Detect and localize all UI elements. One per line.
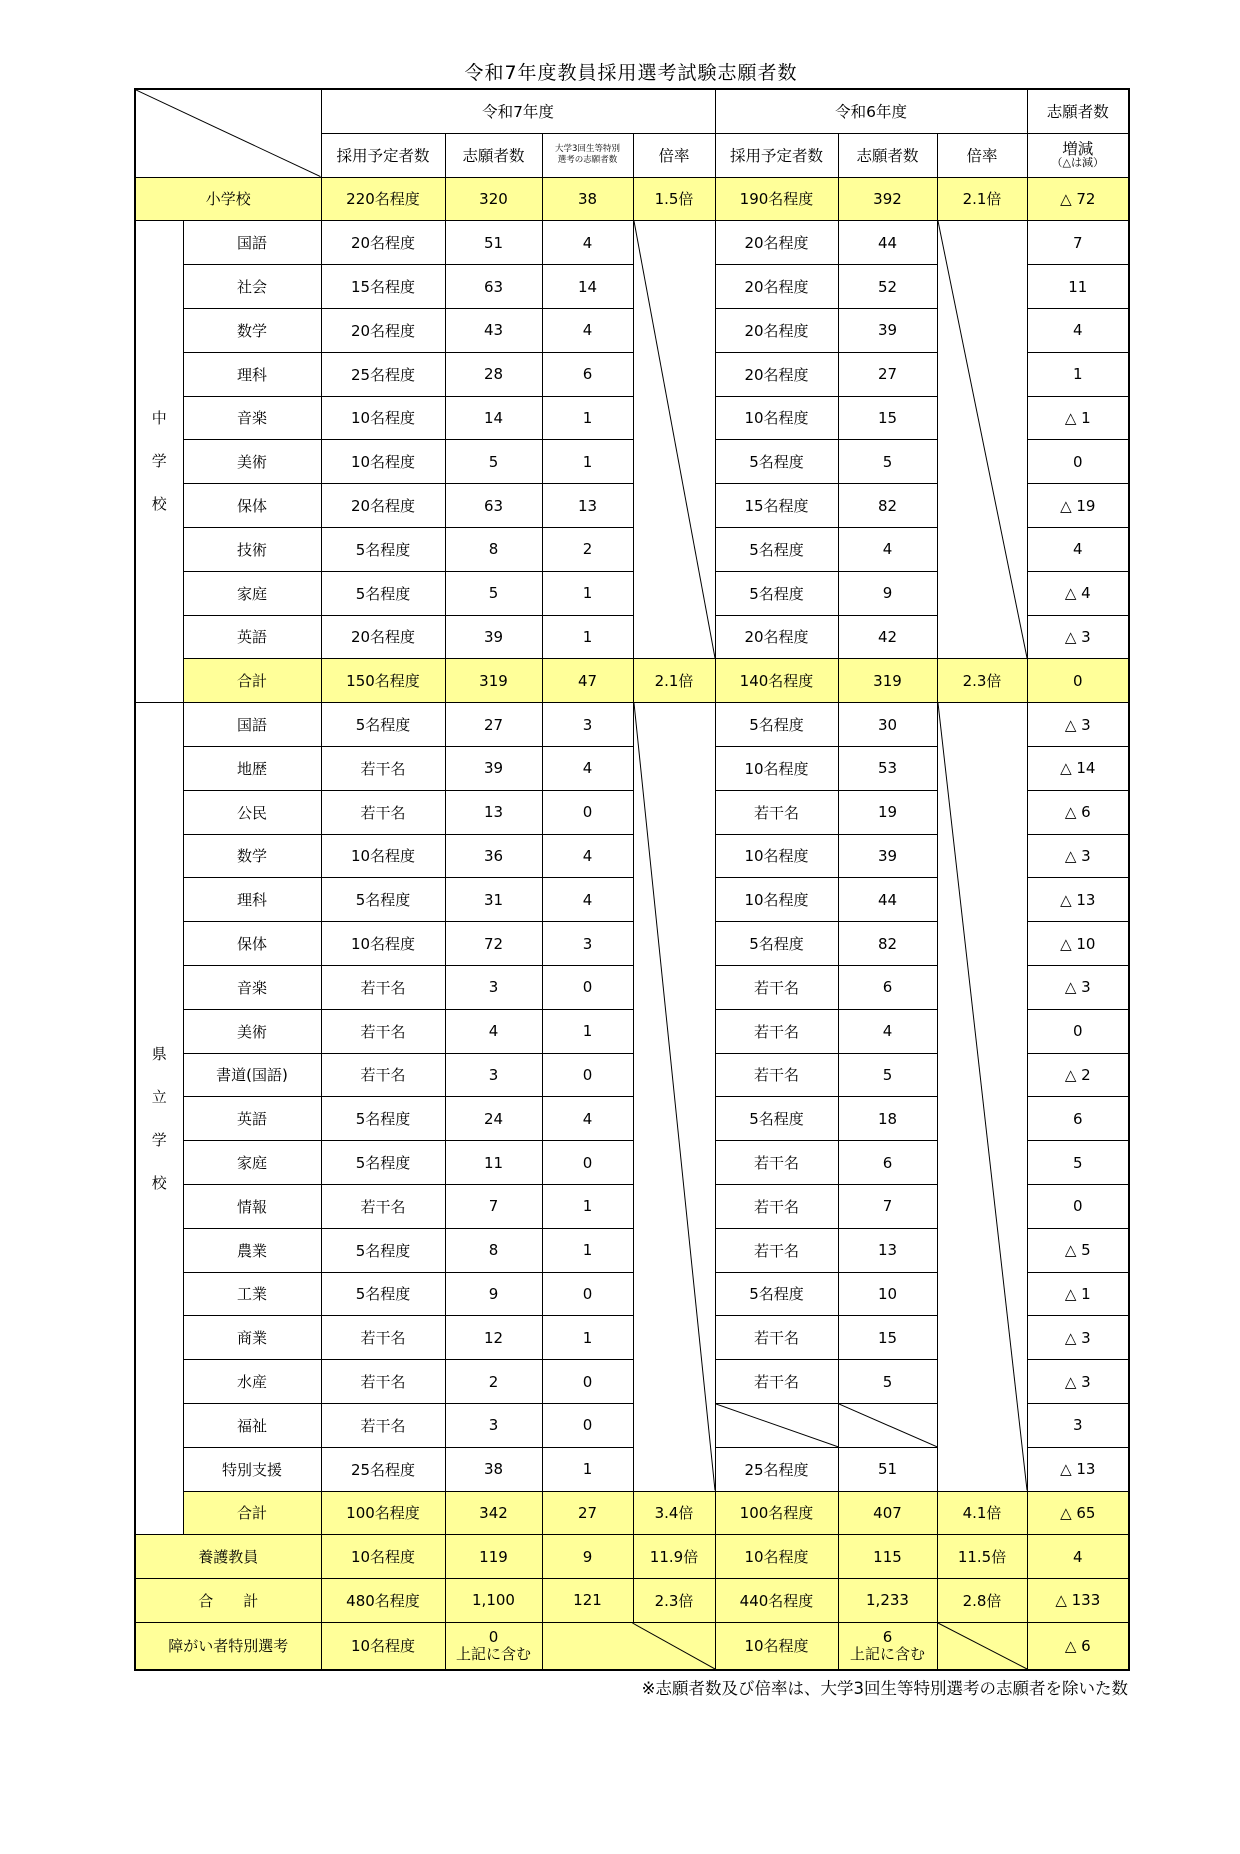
r6-applicants: 82 [838,484,937,528]
r7-special: 6 [542,352,633,396]
r6-ratio [937,1622,1027,1670]
r7-planned: 5名程度 [321,571,445,615]
r7-planned: 若干名 [321,746,445,790]
r7-applicants: 3 [445,1403,542,1447]
r7-special: 1 [542,1009,633,1053]
header-r6: 令和6年度 [715,89,1027,133]
r7-planned: 25名程度 [321,1447,445,1491]
change: △ 19 [1027,484,1129,528]
r7-planned: 5名程度 [321,1097,445,1141]
r6-planned: 20名程度 [715,615,838,659]
subject-label: 国語 [183,703,321,747]
r7-planned: 10名程度 [321,1535,445,1579]
change: 3 [1027,1403,1129,1447]
diagonal-line [543,1623,715,1669]
r6-planned: 10名程度 [715,1535,838,1579]
r7-applicants: 7 [445,1184,542,1228]
r6-applicants: 13 [838,1228,937,1272]
r7-applicants: 72 [445,922,542,966]
diagonal-line [716,1404,838,1447]
r7-planned: 5名程度 [321,1228,445,1272]
r7-special: 0 [542,965,633,1009]
footnote: ※志願者数及び倍率は、大学3回生等特別選考の志願者を除いた数 [641,1679,1128,1698]
r7-planned: 220名程度 [321,177,445,221]
change: △ 13 [1027,1447,1129,1491]
r6-planned-empty [715,1403,838,1447]
r7-ratio: 2.1倍 [633,659,715,703]
header-r6-ratio: 倍率 [937,133,1027,177]
header-r7: 令和7年度 [321,89,715,133]
header-r7-ratio: 倍率 [633,133,715,177]
row-label: 合計 [183,1491,321,1535]
subject-label: 音楽 [183,396,321,440]
subject-label: 理科 [183,352,321,396]
change: △ 6 [1027,1622,1129,1670]
r7-planned: 5名程度 [321,527,445,571]
r7-special: 13 [542,484,633,528]
r6-applicants: 6 [838,965,937,1009]
r7-planned: 10名程度 [321,1622,445,1670]
row-label: 障がい者特別選考 [135,1622,321,1670]
r6-applicants: 5 [838,1360,937,1404]
row-label: 養護教員 [135,1535,321,1579]
diagonal-line [839,1404,937,1447]
diagonal-line [938,221,1027,658]
r7-planned: 10名程度 [321,396,445,440]
r7-planned: 若干名 [321,1184,445,1228]
r7-special: 3 [542,703,633,747]
summary-row [135,1579,1129,1623]
change: △ 65 [1027,1491,1129,1535]
header-change-sub: 増減 （△は減） [1027,133,1129,177]
r7-planned: 若干名 [321,965,445,1009]
r7-planned: 10名程度 [321,440,445,484]
category-prefectural: 県 立 学 校 [135,703,183,1535]
change: △ 133 [1027,1579,1129,1623]
subject-label: 工業 [183,1272,321,1316]
change: 1 [1027,352,1129,396]
table-row [135,221,1129,265]
diagonal-line [634,221,715,658]
r7-applicants: 3 [445,1053,542,1097]
r7-special: 4 [542,746,633,790]
row-label: 合 計 [135,1579,321,1623]
r7-applicants: 9 [445,1272,542,1316]
category-junior-high: 中 学 校 [135,221,183,703]
r7-special: 1 [542,1228,633,1272]
subject-label: 英語 [183,1097,321,1141]
change: △ 4 [1027,571,1129,615]
r6-planned: 20名程度 [715,265,838,309]
r6-applicants: 44 [838,221,937,265]
subject-label: 家庭 [183,571,321,615]
r7-special: 0 [542,790,633,834]
r6-planned: 5名程度 [715,703,838,747]
subject-label: 技術 [183,527,321,571]
r7-applicants: 24 [445,1097,542,1141]
r7-applicants: 13 [445,790,542,834]
change: 11 [1027,265,1129,309]
r6-applicants: 6 [838,1141,937,1185]
r6-ratio: 2.3倍 [937,659,1027,703]
change: 4 [1027,308,1129,352]
r6-planned: 若干名 [715,1184,838,1228]
change: 7 [1027,221,1129,265]
r6-applicants: 392 [838,177,937,221]
r6-applicants-empty [838,1403,937,1447]
r7-special: 0 [542,1272,633,1316]
r6-planned: 20名程度 [715,308,838,352]
r7-special: 0 [542,1141,633,1185]
r7-special: 4 [542,1097,633,1141]
r7-ratio: 2.3倍 [633,1579,715,1623]
r6-planned: 140名程度 [715,659,838,703]
r7-planned: 20名程度 [321,615,445,659]
r7-planned: 480名程度 [321,1579,445,1623]
r7-ratio: 11.9倍 [633,1535,715,1579]
r6-applicants: 30 [838,703,937,747]
r6-planned: 10名程度 [715,834,838,878]
r7-ratio-merged [633,221,715,659]
r7-planned: 10名程度 [321,834,445,878]
row-label: 合計 [183,659,321,703]
r7-applicants: 39 [445,615,542,659]
subject-label: 農業 [183,1228,321,1272]
subject-label: 美術 [183,440,321,484]
r6-applicants: 319 [838,659,937,703]
r6-applicants: 39 [838,308,937,352]
r6-applicants: 15 [838,396,937,440]
subject-label: 数学 [183,834,321,878]
subject-label: 特別支援 [183,1447,321,1491]
r7-applicants: 0 上記に含む [445,1622,542,1670]
r6-planned: 5名程度 [715,1272,838,1316]
change: △ 13 [1027,878,1129,922]
r6-planned: 5名程度 [715,1097,838,1141]
r7-applicants: 319 [445,659,542,703]
r6-planned: 若干名 [715,1316,838,1360]
r6-applicants: 5 [838,440,937,484]
r6-planned: 5名程度 [715,527,838,571]
r6-planned: 10名程度 [715,396,838,440]
change: △ 3 [1027,703,1129,747]
change: △ 10 [1027,922,1129,966]
change: △ 3 [1027,965,1129,1009]
r7-planned: 若干名 [321,1316,445,1360]
r6-planned: 190名程度 [715,177,838,221]
header-row-1 [135,89,1129,133]
r6-ratio: 2.1倍 [937,177,1027,221]
r7-special: 9 [542,1535,633,1579]
r6-applicants: 52 [838,265,937,309]
r6-planned: 若干名 [715,1360,838,1404]
r6-planned: 若干名 [715,965,838,1009]
subject-label: 商業 [183,1316,321,1360]
r6-planned: 20名程度 [715,352,838,396]
disability-row [135,1622,1129,1670]
change: △ 72 [1027,177,1129,221]
summary-row [135,1491,1129,1535]
r7-special: 47 [542,659,633,703]
r7-applicants: 1,100 [445,1579,542,1623]
r6-applicants: 18 [838,1097,937,1141]
change: △ 5 [1027,1228,1129,1272]
r7-special: 4 [542,308,633,352]
r7-applicants: 320 [445,177,542,221]
r7-applicants: 63 [445,484,542,528]
subject-label: 公民 [183,790,321,834]
r7-planned: 若干名 [321,1403,445,1447]
change: △ 2 [1027,1053,1129,1097]
r7-planned: 100名程度 [321,1491,445,1535]
r7-applicants: 8 [445,1228,542,1272]
r6-planned: 若干名 [715,1053,838,1097]
subject-label: 英語 [183,615,321,659]
change: 6 [1027,1097,1129,1141]
r7-applicants: 39 [445,746,542,790]
header-r6-planned: 採用予定者数 [715,133,838,177]
r7-ratio-merged [633,703,715,1491]
r7-applicants: 8 [445,527,542,571]
r6-applicants: 9 [838,571,937,615]
r7-applicants: 11 [445,1141,542,1185]
corner-cell [135,89,321,177]
r6-planned: 10名程度 [715,1622,838,1670]
r6-planned: 10名程度 [715,878,838,922]
change: △ 6 [1027,790,1129,834]
r7-applicants: 63 [445,265,542,309]
r7-applicants: 342 [445,1491,542,1535]
header-change: 志願者数 [1027,89,1129,133]
r6-applicants: 44 [838,878,937,922]
r7-special: 0 [542,1053,633,1097]
r6-planned: 25名程度 [715,1447,838,1491]
subject-label: 福祉 [183,1403,321,1447]
r7-planned: 5名程度 [321,703,445,747]
subject-label: 情報 [183,1184,321,1228]
r6-planned: 20名程度 [715,221,838,265]
subject-label: 音楽 [183,965,321,1009]
r7-special: 38 [542,177,633,221]
r7-planned: 20名程度 [321,484,445,528]
applicants-table [134,88,1130,1671]
r6-applicants: 39 [838,834,937,878]
change: 0 [1027,1009,1129,1053]
r7-ratio: 1.5倍 [633,177,715,221]
change: △ 3 [1027,1316,1129,1360]
r7-applicants: 5 [445,571,542,615]
r7-applicants: 14 [445,396,542,440]
subject-label: 保体 [183,484,321,528]
r7-planned: 25名程度 [321,352,445,396]
change: 0 [1027,659,1129,703]
r6-planned: 440名程度 [715,1579,838,1623]
r7-planned: 15名程度 [321,265,445,309]
subject-label: 地歴 [183,746,321,790]
change: 0 [1027,1184,1129,1228]
r6-planned: 15名程度 [715,484,838,528]
r6-planned: 若干名 [715,790,838,834]
subject-label: 水産 [183,1360,321,1404]
r7-special: 1 [542,440,633,484]
r6-applicants: 10 [838,1272,937,1316]
change: 4 [1027,1535,1129,1579]
r6-applicants: 53 [838,746,937,790]
subject-label: 家庭 [183,1141,321,1185]
r7-special: 3 [542,922,633,966]
r6-planned: 5名程度 [715,571,838,615]
r6-applicants: 7 [838,1184,937,1228]
subject-label: 国語 [183,221,321,265]
r6-ratio-merged [937,703,1027,1491]
change: △ 3 [1027,615,1129,659]
r7-special: 1 [542,1184,633,1228]
r6-applicants: 4 [838,527,937,571]
change: 0 [1027,440,1129,484]
r6-applicants: 115 [838,1535,937,1579]
r7-planned: 若干名 [321,1053,445,1097]
r6-ratio-merged [937,221,1027,659]
r7-planned: 20名程度 [321,308,445,352]
diagonal-line [634,703,715,1490]
r7-planned: 20名程度 [321,221,445,265]
r7-special: 1 [542,1316,633,1360]
r6-applicants: 51 [838,1447,937,1491]
r6-applicants: 407 [838,1491,937,1535]
r7-planned: 若干名 [321,790,445,834]
r7-special: 1 [542,396,633,440]
r7-special: 1 [542,1447,633,1491]
subject-label: 社会 [183,265,321,309]
diagonal-line [938,1623,1027,1669]
diagonal-line [938,703,1027,1490]
r7-planned: 若干名 [321,1360,445,1404]
table-row [135,703,1129,747]
row-label: 小学校 [135,177,321,221]
r7-special: 4 [542,221,633,265]
r7-applicants: 12 [445,1316,542,1360]
r7-applicants: 38 [445,1447,542,1491]
r6-applicants: 15 [838,1316,937,1360]
r7-applicants: 5 [445,440,542,484]
header-r6-applicants: 志願者数 [838,133,937,177]
r6-applicants: 4 [838,1009,937,1053]
r7-planned: 150名程度 [321,659,445,703]
summary-row [135,659,1129,703]
r7-applicants: 3 [445,965,542,1009]
header-r7-planned: 採用予定者数 [321,133,445,177]
subject-label: 書道(国語) [183,1053,321,1097]
r7-applicants: 2 [445,1360,542,1404]
r7-applicants: 119 [445,1535,542,1579]
r7-special: 1 [542,615,633,659]
change: △ 14 [1027,746,1129,790]
header-r7-special: 大学3回生等特別 選考の志願者数 [542,133,633,177]
r7-applicants: 43 [445,308,542,352]
r7-special: 121 [542,1579,633,1623]
subject-label: 数学 [183,308,321,352]
r7-planned: 5名程度 [321,1272,445,1316]
subject-label: 美術 [183,1009,321,1053]
r6-planned: 100名程度 [715,1491,838,1535]
r7-special: 4 [542,878,633,922]
r7-applicants: 31 [445,878,542,922]
r7-applicants: 51 [445,221,542,265]
r7-special: 27 [542,1491,633,1535]
r6-planned: 5名程度 [715,922,838,966]
r7-special: 0 [542,1360,633,1404]
change: △ 3 [1027,834,1129,878]
r6-ratio: 11.5倍 [937,1535,1027,1579]
change: 4 [1027,527,1129,571]
r7-applicants: 36 [445,834,542,878]
change: 5 [1027,1141,1129,1185]
change: △ 3 [1027,1360,1129,1404]
r6-applicants: 1,233 [838,1579,937,1623]
r7-special-ratio-merged [542,1622,715,1670]
r6-applicants: 5 [838,1053,937,1097]
r6-applicants: 6 上記に含む [838,1622,937,1670]
r6-ratio: 4.1倍 [937,1491,1027,1535]
change: △ 1 [1027,1272,1129,1316]
r7-applicants: 27 [445,703,542,747]
r7-special: 2 [542,527,633,571]
r6-planned: 5名程度 [715,440,838,484]
summary-row [135,177,1129,221]
subject-label: 理科 [183,878,321,922]
r6-applicants: 19 [838,790,937,834]
header-r7-applicants: 志願者数 [445,133,542,177]
r6-applicants: 42 [838,615,937,659]
r6-planned: 若干名 [715,1228,838,1272]
r7-special: 14 [542,265,633,309]
r7-planned: 5名程度 [321,878,445,922]
summary-row [135,1535,1129,1579]
r7-planned: 10名程度 [321,922,445,966]
r7-special: 1 [542,571,633,615]
r6-planned: 若干名 [715,1141,838,1185]
r7-applicants: 4 [445,1009,542,1053]
r7-planned: 若干名 [321,1009,445,1053]
r7-special: 4 [542,834,633,878]
r6-ratio: 2.8倍 [937,1579,1027,1623]
r7-ratio: 3.4倍 [633,1491,715,1535]
r6-planned: 若干名 [715,1009,838,1053]
r7-applicants: 28 [445,352,542,396]
page-title: 令和7年度教員採用選考試験志願者数 [464,62,798,84]
subject-label: 保体 [183,922,321,966]
change: △ 1 [1027,396,1129,440]
r7-special: 0 [542,1403,633,1447]
r7-planned: 5名程度 [321,1141,445,1185]
r6-applicants: 82 [838,922,937,966]
r6-planned: 10名程度 [715,746,838,790]
r6-applicants: 27 [838,352,937,396]
